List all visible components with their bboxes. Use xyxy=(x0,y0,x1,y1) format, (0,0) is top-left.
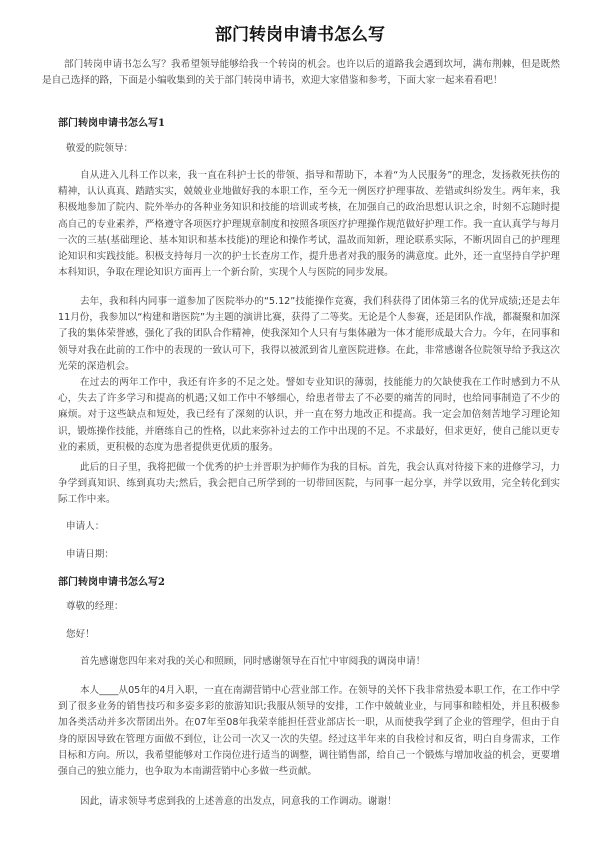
applicant-line: 申请人： xyxy=(66,521,105,532)
section1-paragraph: 此后的日子里，我将把做一个优秀的护士并晋职为护师作为我的目标。首先，我会认真对待接下来的进修学习，力争学到真知识、练到真功夫;然后，我会把自己所学到的一切带回医院，与同事一起分享，并学以致用，完全转化到实际工作中来。 xyxy=(58,462,560,506)
section2-paragraph: 本人____从05年的4月入职，一直在南湖营销中心营业部工作。在领导的关怀下我非常热爱本职工作，在工作中学到了很多业务的销售技巧和多姿多彩的旅游知识;我服从领导的安排，工作中兢兢业业，与同事和睦相处，并且积极参加各类活动并多次帮团出外。在07年至08年我荣幸能担任营业部店长一职，从而使我学到了企业的管理学，但由于自身的原因导致在管理方面做不到位，让公司一次又一次的失望。经过这半年来的自我检讨和反省，明白自身需求，工作目标和方向。所以，我希望能够对工作岗位进行适当的调整，调往销售部，给自己一个锻炼与增加收益的机会，更要增强自己的独立能力，也争取为本南湖营销中心多做一些贡献。 xyxy=(58,685,560,778)
date-line: 申请日期： xyxy=(66,549,114,560)
page-title: 部门转岗申请书怎么写 xyxy=(215,25,385,45)
intro-paragraph: 部门转岗申请书怎么写？我希望领导能够给我一个转岗的机会。也许以后的道路我会遇到坎坷，满布荆棘，但是既然是自己选择的路，下面是小编收集到的关于部门转岗申请书，欢迎大家借鉴和参考，下面大家一起来看看吧！ xyxy=(42,59,560,87)
section1-paragraph: 去年，我和科内同事一道参加了医院举办的“5.12”技能操作竞赛，我们科获得了团体第三名的优异成绩;还是去年11月份，我参加以“构建和谐医院”为主题的演讲比赛，获得了二等奖。无论是个人参赛，还是团队作战，都凝聚和加深了我的集体荣誉感，强化了我的团队合作精神，使我深知个人只有与集体融为一体才能形成最大合力。今年，在同事和领导对我在此前的工作中的表现的一致认可下，我得以被派到省儿童医院进修。在此，非常感谢各位院领导给予我这次光荣的深造机会。 xyxy=(58,296,560,372)
section2-paragraph: 首先感谢您四年来对我的关心和照顾，同时感谢领导在百忙中审阅我的调岗申请！ xyxy=(80,656,426,667)
salutation: 您好！ xyxy=(66,629,95,640)
greeting-1: 敬爱的院领导： xyxy=(66,143,134,154)
section-heading-2: 部门转岗申请书怎么写2 xyxy=(58,577,165,588)
section1-paragraph: 自从进入儿科工作以来，我一直在科护士长的带领、指导和帮助下，本着“为人民服务”的理念，发扬救死扶伤的精神，认认真真、踏踏实实，兢兢业业地做好我的本职工作，至今无一例医疗护理事故、差错或纠纷发生。两年来，我积极地参加了院内、院外举办的各种业务知识和技能的培训或考核，在加强自己的政治思想认识之余，时刻不忘随时提高自己的专业素养，严格遵守各项医疗护理规章制度和按照各项医疗护理操作规范做好护理工作。我一直认真学与每月一次的三基(基础理论、基本知识和基本技能)的理论和操作考试，温故而知新，理论联系实际，不断巩固自己的护理理论知识和实践技能。积极支持每月一次的护士长查房工作，提升患者对我的服务的满意度。此外，还一直坚持自学护理本科知识，争取在理论知识方面再上一个新台阶，实现个人与医院的同步发展。 xyxy=(58,170,560,279)
greeting-2: 尊敬的经理： xyxy=(66,601,124,612)
section-heading-1: 部门转岗申请书怎么写1 xyxy=(58,118,165,129)
section2-paragraph: 因此，请求领导考虑到我的上述善意的出发点，同意我的工作调动。谢谢！ xyxy=(80,796,397,807)
section1-paragraph: 在过去的两年工作中，我还有许多的不足之处。譬如专业知识的薄弱，技能能力的欠缺使我在工作时感到力不从心，失去了许多学习和提高的机遇;又如工作中不够细心，给患者带去了不必要的痛苦的同时，也给同事制造了不少的麻烦。对于这些缺点和短处，我已经有了深刻的认识，并一直在努力地改正和提高。我一定会加倍刻苦地学习理论知识，锻炼操作技能，并磨练自己的性格，以此来弥补过去的工作中出现的不足。不求最好，但求更好，使自己能以更专业的素质，更积极的态度为患者提供更优质的服务。 xyxy=(58,377,560,453)
